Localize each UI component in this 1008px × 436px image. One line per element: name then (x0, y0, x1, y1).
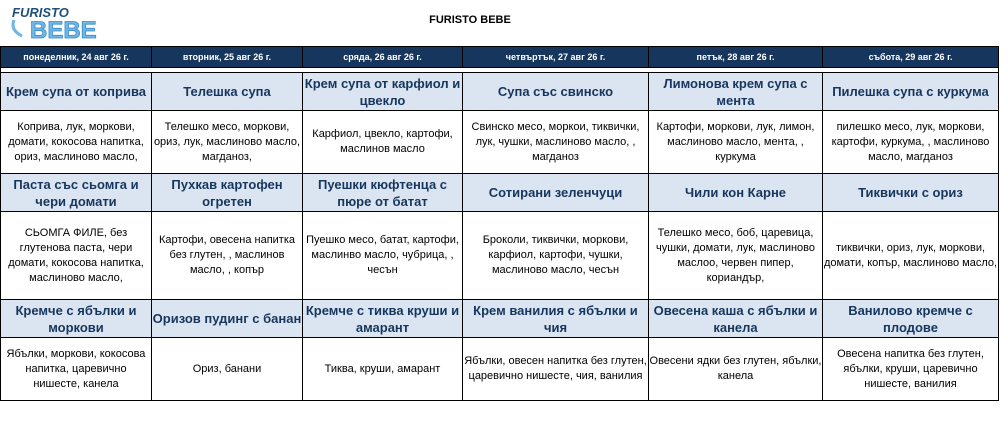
days-header-row (1, 47, 999, 68)
document-title: FURISTO BEBE (429, 14, 511, 26)
dish-name: Паста със сьомга и чери домати (1, 174, 152, 212)
logo-top-text: FURISTO (12, 5, 69, 20)
weekly-menu-table (0, 46, 999, 401)
dish-name: Кремче с тиква круши и амарант (303, 300, 463, 338)
ingredients: СЬОМГА ФИЛЕ, без глутенова паста, чери домати, кокосова напитка, маслиново масло, (1, 212, 152, 300)
ingredients: Пуешко месо, батат, картофи, маслинво масло, чубрица, , чесън (303, 212, 463, 300)
ingredients-row (1, 212, 999, 300)
ingredients: Коприва, лук, моркови, домати, кокосова напитка, ориз, маслиново масло, (1, 111, 152, 174)
day-header: петък, 28 авг 26 г. (649, 47, 823, 68)
dish-name: Овесена каша с ябълки и канела (649, 300, 823, 338)
dish-name: Пилешка супа с куркума (823, 73, 999, 111)
dish-name: Крем супа от карфиол и цвекло (303, 73, 463, 111)
ingredients-row (1, 338, 999, 401)
ingredients: Картофи, моркови, лук, лимон, маслиново масло, мента, , куркума (649, 111, 823, 174)
ingredients: Телешко месо, боб, царевица, чушки, домати, лук, маслиново маслоо, червен пипер, кориандър, (649, 212, 823, 300)
day-header: четвъртък, 27 авг 26 г. (463, 47, 649, 68)
dish-row (1, 73, 999, 111)
ingredients: Свинско месо, моркои, тиквички, лук, чушки, маслиново масло, , магданоз (463, 111, 649, 174)
dish-name: Супа със свинско (463, 73, 649, 111)
ingredients: Ориз, банани (152, 338, 303, 401)
dish-row (1, 174, 999, 212)
dish-name: Тиквички с ориз (823, 174, 999, 212)
ingredients: Ябълки, моркови, кокосова напитка, царевично нишесте, канела (1, 338, 152, 401)
ingredients: пилешко месо, лук, моркови, картофи, куркума, , маслиново масло, магданоз (823, 111, 999, 174)
ingredients: Карфиол, цвекло, картофи, маслинов масло (303, 111, 463, 174)
dish-name: Кремче с ябълки и моркови (1, 300, 152, 338)
dish-name: Телешка супа (152, 73, 303, 111)
dish-name: Сотирани зеленчуци (463, 174, 649, 212)
dish-name: Пуешки кюфтенца с пюре от батат (303, 174, 463, 212)
ingredients-row (1, 111, 999, 174)
dish-name: Лимонова крем супа с мента (649, 73, 823, 111)
ingredients: Овесени ядки без глутен, ябълки, канела (649, 338, 823, 401)
ingredients: Броколи, тиквички, моркови, карфиол, картофи, чушки, маслиново масло, чесън (463, 212, 649, 300)
ingredients: Овесена напитка без глутен, ябълки, круши, царевично нишесте, ванилия (823, 338, 999, 401)
ingredients: тиквички, ориз, лук, моркови, домати, копър, маслиново масло, (823, 212, 999, 300)
day-header: понеделник, 24 авг 26 г. (1, 47, 152, 68)
dish-name: Пухкав картофен огретен (152, 174, 303, 212)
dish-row (1, 300, 999, 338)
ingredients: Картофи, овесена напитка без глутен, , маслинов масло, , копър (152, 212, 303, 300)
dish-name: Чили кон Карне (649, 174, 823, 212)
dish-name: Ванилово кремче с плодове (823, 300, 999, 338)
ingredients: Ябълки, овесен напитка без глутен, царевично нишесте, чия, ванилия (463, 338, 649, 401)
dish-name: Крем ванилия с ябълки и чия (463, 300, 649, 338)
dish-name: Крем супа от коприва (1, 73, 152, 111)
day-header: събота, 29 авг 26 г. (823, 47, 999, 68)
day-header: вторник, 25 авг 26 г. (152, 47, 303, 68)
day-header: сряда, 26 авг 26 г. (303, 47, 463, 68)
dish-name: Оризов пудинг с банан (152, 300, 303, 338)
logo-bottom-text: BEBE (30, 17, 97, 42)
ingredients: Тиква, круши, амарант (303, 338, 463, 401)
ingredients: Телешко месо, моркови, ориз, лук, маслиново масло, магданоз, (152, 111, 303, 174)
